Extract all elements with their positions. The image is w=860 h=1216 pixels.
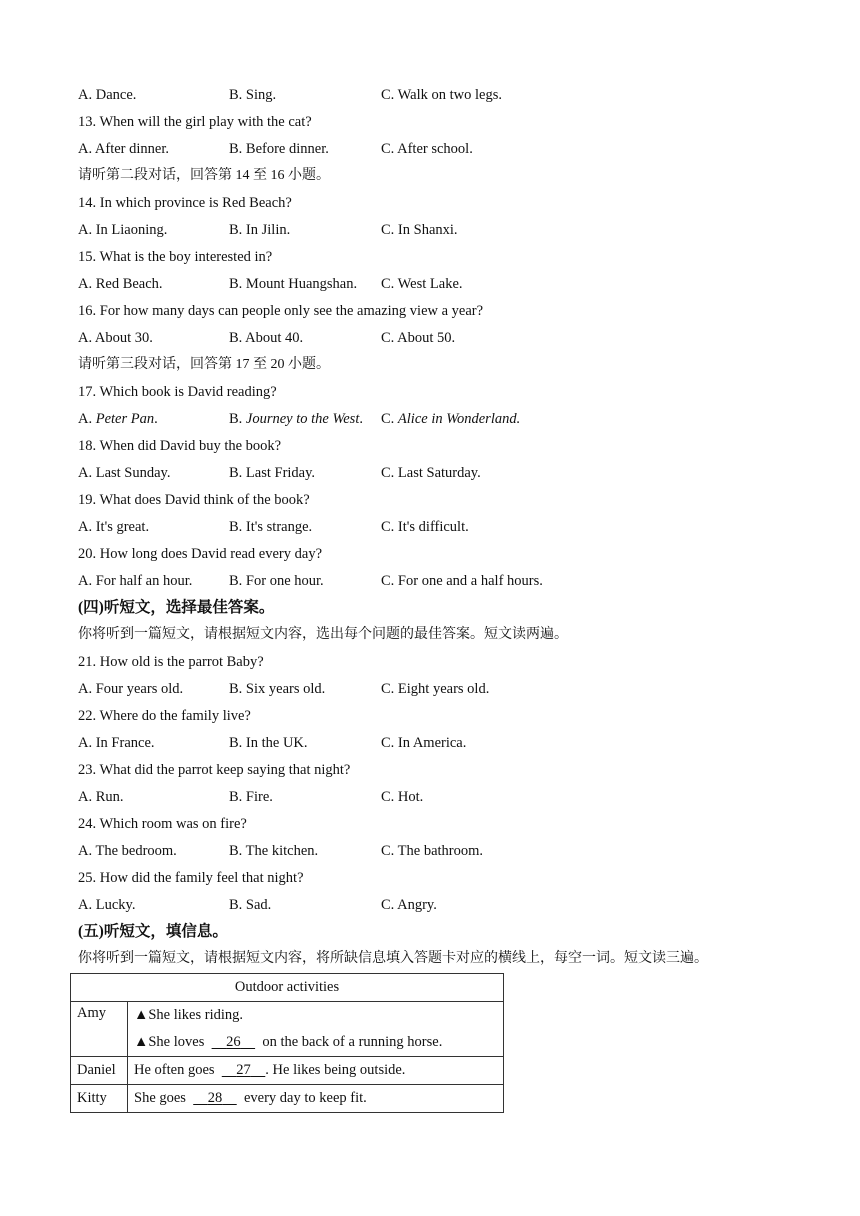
amy-line1: ▲She likes riding. [134,1007,243,1023]
blank-27[interactable] [222,1057,266,1084]
q23-option-c[interactable]: C. Hot. [381,789,424,805]
amy-line2-pre: ▲She loves [134,1034,205,1050]
q17-question: 17. Which book is David reading? [78,384,277,400]
q21-question: 21. How old is the parrot Baby? [78,654,264,670]
kitty-details [128,1085,504,1113]
q19-question: 19. What does David think of the book? [78,492,310,508]
q24-option-b[interactable]: B. The kitchen. [229,843,319,859]
q23-question: 23. What did the parrot keep saying that night? [78,762,351,778]
q25-option-a[interactable]: A. Lucky. [78,897,136,913]
q21-option-a[interactable]: A. Four years old. [78,681,184,697]
outdoor-activities-table [70,973,504,1113]
q23-option-b[interactable]: B. Fire. [229,789,273,805]
dialog2-instruction: 请听第二段对话，回答第 14 至 16 小题。 [78,168,330,183]
table-header: Outdoor activities [71,974,504,1002]
q25-option-b[interactable]: B. Sad. [229,897,272,913]
q18-question: 18. When did David buy the book? [78,438,282,454]
q15-option-a[interactable]: A. Red Beach. [78,276,163,292]
q25-question: 25. How did the family feel that night? [78,870,304,886]
q19-option-c[interactable]: C. It's difficult. [381,519,469,535]
q17-c-prefix: C. [381,411,398,427]
q13-option-b[interactable]: B. Before dinner. [229,141,329,157]
q23-option-a[interactable]: A. Run. [78,789,124,805]
q21-option-b[interactable]: B. Six years old. [229,681,326,697]
q18-option-a[interactable]: A. Last Sunday. [78,465,171,481]
kitty-pre: She goes [134,1090,186,1106]
q17-b-suffix: . [359,411,363,427]
q17-c-title: Alice in Wonderland. [397,411,521,427]
dialog3-instruction: 请听第三段对话，回答第 17 至 20 小题。 [78,357,330,372]
q22-question: 22. Where do the family live? [78,708,251,724]
name-daniel: Daniel [71,1057,128,1085]
q24-option-c[interactable]: C. The bathroom. [381,843,484,859]
blank-28-number: 28 [207,1090,223,1106]
q15-option-c[interactable]: C. West Lake. [381,276,463,292]
daniel-post: . He likes being outside. [265,1062,406,1078]
q17-option-c[interactable] [381,409,520,429]
q17-option-a[interactable] [78,409,158,429]
q17-option-b[interactable] [229,409,363,429]
q17-b-prefix: B. [229,411,246,427]
table-row-daniel [71,1057,504,1085]
q20-option-b[interactable]: B. For one hour. [229,573,324,589]
q17-b-title: Journey to the West [245,411,360,427]
q22-option-c[interactable]: C. In America. [381,735,467,751]
q12-option-c[interactable]: C. Walk on two legs. [381,87,503,103]
q16-option-b[interactable]: B. About 40. [229,330,304,346]
q25-option-c[interactable]: C. Angry. [381,897,437,913]
section5-instruction: 你将听到一篇短文，请根据短文内容，将所缺信息填入答题卡对应的横线上，每空一词。短文读三遍。 [78,951,708,966]
q14-option-a[interactable]: A. In Liaoning. [78,222,168,238]
q24-question: 24. Which room was on fire? [78,816,247,832]
section4-instruction: 你将听到一篇短文，请根据短文内容，选出每个问题的最佳答案。短文读两遍。 [78,627,568,642]
daniel-details [128,1057,504,1085]
table-row-kitty [71,1085,504,1113]
q16-option-a[interactable]: A. About 30. [78,330,153,346]
q19-option-a[interactable]: A. It's great. [78,519,150,535]
q17-a-title: Peter Pan [95,411,155,427]
blank-28[interactable] [193,1085,237,1112]
q13-option-a[interactable]: A. After dinner. [78,141,170,157]
kitty-post: every day to keep fit. [243,1090,367,1106]
daniel-line [134,1057,497,1084]
blank-26-number: 26 [226,1034,241,1050]
q12-option-b[interactable]: B. Sing. [229,87,277,103]
amy-line2-post: on the back of a running horse. [262,1034,443,1050]
q24-option-a[interactable]: A. The bedroom. [78,843,177,859]
q14-question: 14. In which province is Red Beach? [78,195,292,211]
section4-title: (四)听短文，选择最佳答案。 [78,599,275,616]
q15-question: 15. What is the boy interested in? [78,249,273,265]
q20-option-a[interactable]: A. For half an hour. [78,573,193,589]
q18-option-c[interactable]: C. Last Saturday. [381,465,481,481]
blank-27-number: 27 [236,1062,251,1078]
daniel-pre: He often goes [134,1062,215,1078]
amy-line2 [134,1029,497,1056]
q20-question: 20. How long does David read every day? [78,546,323,562]
q17-a-prefix: A. [78,411,96,427]
table-row-amy [71,1002,504,1057]
q19-option-b[interactable]: B. It's strange. [229,519,313,535]
table-header-row [71,974,504,1002]
q13-option-c[interactable]: C. After school. [381,141,473,157]
q16-question: 16. For how many days can people only see the amazing view a year? [78,303,484,319]
q22-option-b[interactable]: B. In the UK. [229,735,308,751]
name-kitty: Kitty [71,1085,128,1113]
q15-option-b[interactable]: B. Mount Huangshan. [229,276,358,292]
kitty-line [134,1085,497,1112]
q20-option-c[interactable]: C. For one and a half hours. [381,573,543,589]
amy-details [128,1002,504,1057]
q14-option-c[interactable]: C. In Shanxi. [381,222,458,238]
q18-option-b[interactable]: B. Last Friday. [229,465,316,481]
q12-option-a[interactable]: A. Dance. [78,87,137,103]
blank-26[interactable] [212,1029,256,1056]
q21-option-c[interactable]: C. Eight years old. [381,681,490,697]
section5-title: (五)听短文，填信息。 [78,923,228,940]
q22-option-a[interactable]: A. In France. [78,735,155,751]
name-amy: Amy [71,1002,128,1057]
q17-a-suffix: . [154,411,158,427]
q16-option-c[interactable]: C. About 50. [381,330,456,346]
q13-question: 13. When will the girl play with the cat? [78,114,312,130]
q14-option-b[interactable]: B. In Jilin. [229,222,291,238]
